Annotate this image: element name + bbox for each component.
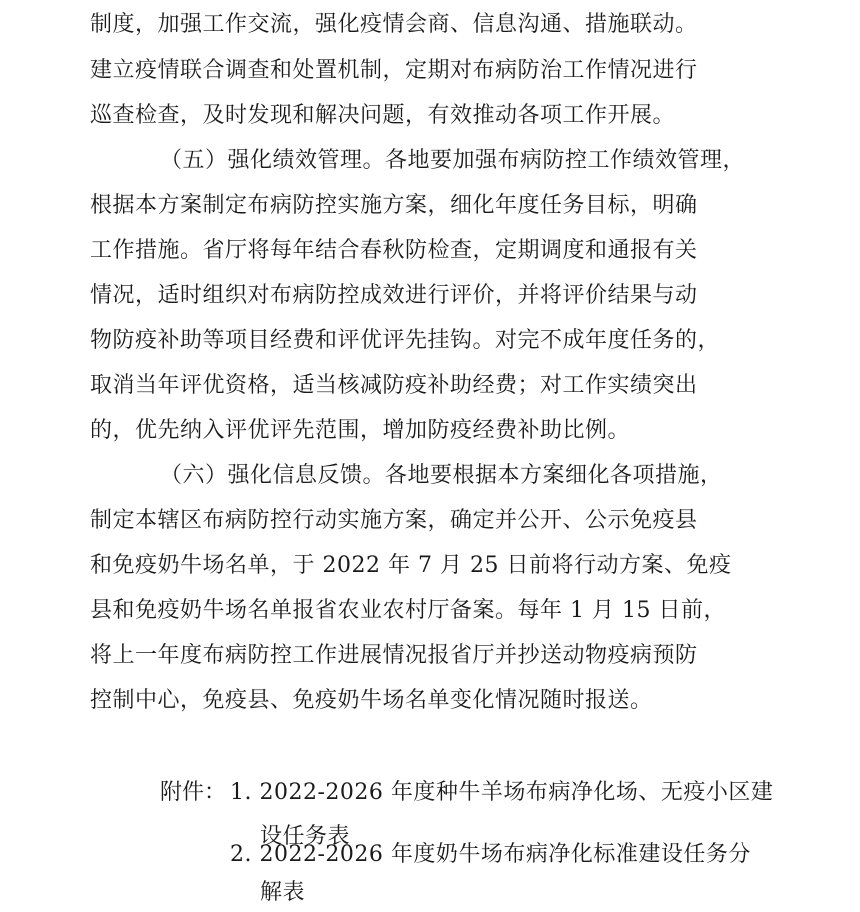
- text-line: 和免疫奶牛场名单，于 2022 年 7 月 25 日前将行动方案、免疫: [90, 553, 732, 578]
- attachment-item-line: 设任务表: [260, 824, 351, 849]
- text-line: 制度，加强工作交流，强化疫情会商、信息沟通、措施联动。: [90, 12, 698, 37]
- text-line: 取消当年评优资格，适当核减防疫补助经费；对工作实绩突出: [90, 373, 698, 398]
- text-line: 物防疫补助等项目经费和评优评先挂钩。对完不成年度任务的，: [90, 328, 721, 353]
- text-line: 制定本辖区布病防控行动实施方案，确定并公开、公示免疫县: [90, 508, 698, 533]
- text-line: 县和免疫奶牛场名单报省农业农村厅备案。每年 1 月 15 日前，: [90, 598, 726, 623]
- text-line: （六）强化信息反馈。各地要根据本方案细化各项措施，: [160, 463, 723, 488]
- text-line: 控制中心，免疫县、免疫奶牛场名单变化情况随时报送。: [90, 688, 653, 713]
- text-line: 巡查检查，及时发现和解决问题，有效推动各项工作开展。: [90, 103, 676, 128]
- text-line: 的，优先纳入评优评先范围，增加防疫经费补助比例。: [90, 418, 631, 443]
- text-line: 情况，适时组织对布病防控成效进行评价，并将评价结果与动: [90, 283, 698, 308]
- attachment-item-line: 解表: [260, 880, 306, 905]
- attachment-item-line: 2. 2022-2026 年度奶牛场布病净化标准建设任务分: [230, 842, 751, 867]
- text-line: 根据本方案制定布病防控实施方案，细化年度任务目标，明确: [90, 193, 698, 218]
- text-line: 建立疫情联合调查和处置机制，定期对布病防治工作情况进行: [90, 58, 698, 83]
- text-line: 工作措施。省厅将每年结合春秋防检查，定期调度和通报有关: [90, 238, 698, 263]
- attachment-item-line: 1. 2022-2026 年度种牛羊场布病净化场、无疫小区建: [230, 780, 774, 805]
- attachments-label: 附件：: [160, 780, 227, 805]
- text-line: 将上一年度布病防控工作进展情况报省厅并抄送动物疫病预防: [90, 643, 698, 668]
- text-line: （五）强化绩效管理。各地要加强布病防控工作绩效管理，: [160, 148, 746, 173]
